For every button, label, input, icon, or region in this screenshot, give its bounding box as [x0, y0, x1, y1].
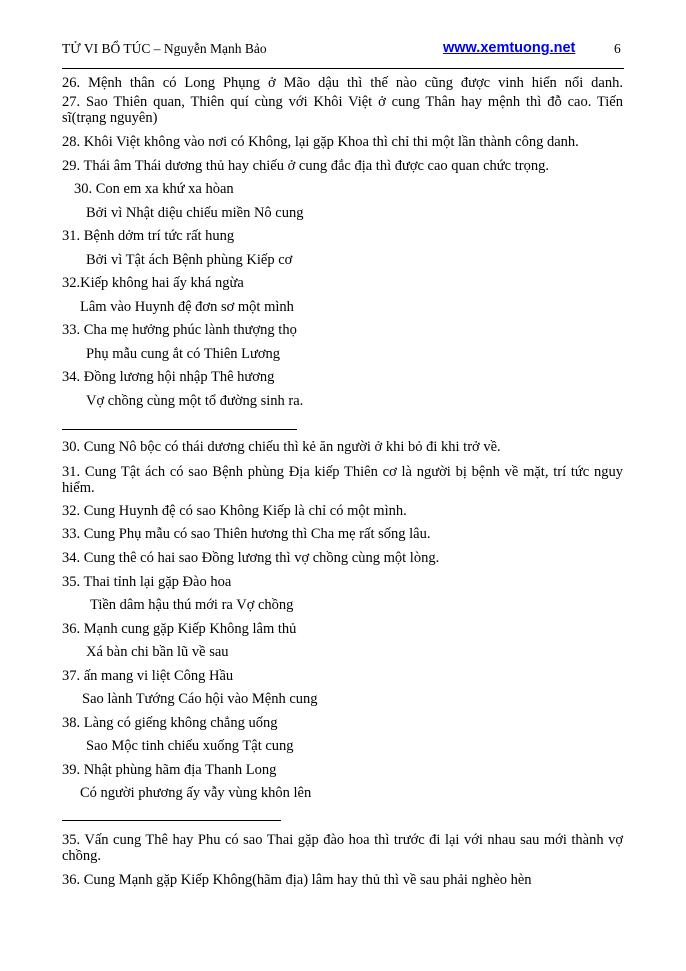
verse-35-line1: 35. Thai tỉnh lại gặp Đào hoa [62, 574, 232, 590]
note-36: 36. Cung Mạnh gặp Kiếp Không(hãm địa) lâm hay thủ thì về sau phải nghèo hèn [62, 872, 532, 888]
verse-39-line2: Có người phương ấy vẫy vùng khôn lên [80, 785, 312, 801]
verse-35-line2: Tiền dâm hậu thú mới ra Vợ chồng [90, 597, 294, 613]
verse-28: 28. Khôi Việt không vào nơi có Không, lại gặp Khoa thì chỉ thi một lần thành công danh. [62, 134, 579, 150]
verse-27-line2: sĩ(trạng nguyên) [62, 110, 158, 126]
verse-39-line1: 39. Nhật phùng hãm địa Thanh Long [62, 762, 277, 778]
verse-29: 29. Thái âm Thái dương thủ hay chiếu ở cung đắc địa thì được cao quan chức trọng. [62, 158, 549, 174]
verse-37-line1: 37. ấn mang vi liệt Công Hầu [62, 668, 234, 684]
section-divider [62, 820, 281, 821]
note-31-line1: 31. Cung Tật ách có sao Bệnh phùng Địa kiếp Thiên cơ là người bị bệnh về mặt, trí tức nguy [62, 464, 623, 480]
verse-30-line2: Bởi vì Nhật diệu chiếu miền Nô cung [86, 205, 304, 221]
verse-36-line1: 36. Mạnh cung gặp Kiếp Không lâm thủ [62, 621, 297, 637]
note-34: 34. Cung thê có hai sao Đồng lương thì vợ chồng cùng một lòng. [62, 550, 440, 566]
header-rule [62, 68, 624, 69]
verse-38-line2: Sao Mộc tinh chiếu xuống Tật cung [86, 738, 294, 754]
verse-32-line1: 32.Kiếp không hai ấy khá ngừa [62, 275, 244, 291]
header-title: TỬ VI BỔ TÚC – Nguyễn Mạnh Bảo [62, 41, 267, 56]
verse-37-line2: Sao lành Tướng Cáo hội vào Mệnh cung [82, 691, 318, 707]
note-30: 30. Cung Nô bộc có thái dương chiếu thì kẻ ăn người ở khi bỏ đi khi trở về. [62, 439, 501, 455]
verse-31-line2: Bởi vì Tật ách Bệnh phùng Kiếp cơ [86, 252, 293, 268]
verse-38-line1: 38. Làng có giếng không chẳng uống [62, 715, 278, 731]
verse-30-line1: 30. Con em xa khứ xa hòan [74, 181, 234, 197]
note-35-line1: 35. Vấn cung Thê hay Phu có sao Thai gặp đào hoa thì trước đi lại với nhau sau mới thành vợ [62, 832, 623, 848]
section-divider [62, 429, 297, 430]
verse-27-line1: 27. Sao Thiên quan, Thiên quí cùng với Khôi Việt ở cung Thân hay mệnh thì đỗ cao. Tiến [62, 94, 623, 110]
verse-33-line1: 33. Cha mẹ hưởng phúc lành thượng thọ [62, 322, 297, 338]
page-number: 6 [614, 41, 621, 56]
verse-33-line2: Phụ mẫu cung ắt có Thiên Lương [86, 346, 281, 362]
website-link[interactable]: www.xemtuong.net [443, 40, 576, 56]
note-31-line2: hiểm. [62, 480, 95, 496]
verse-34-line2: Vợ chồng cùng một tổ đường sinh ra. [86, 393, 304, 409]
verse-26: 26. Mệnh thân có Long Phụng ở Mão dậu thì thế nào cũng được vinh hiển nổi danh. [62, 75, 623, 91]
verse-31-line1: 31. Bệnh dởm trí tức rất hung [62, 228, 235, 244]
note-32: 32. Cung Huynh đệ có sao Không Kiếp là chỉ có một mình. [62, 503, 407, 519]
note-35-line2: chồng. [62, 848, 102, 864]
verse-34-line1: 34. Đồng lương hội nhập Thê hương [62, 369, 275, 385]
verse-32-line2: Lâm vào Huynh đệ đơn sơ một mình [80, 299, 294, 315]
note-33: 33. Cung Phụ mẫu có sao Thiên hương thì Cha mẹ rất sống lâu. [62, 526, 431, 542]
verse-36-line2: Xá bàn chi bần lũ về sau [86, 644, 229, 660]
